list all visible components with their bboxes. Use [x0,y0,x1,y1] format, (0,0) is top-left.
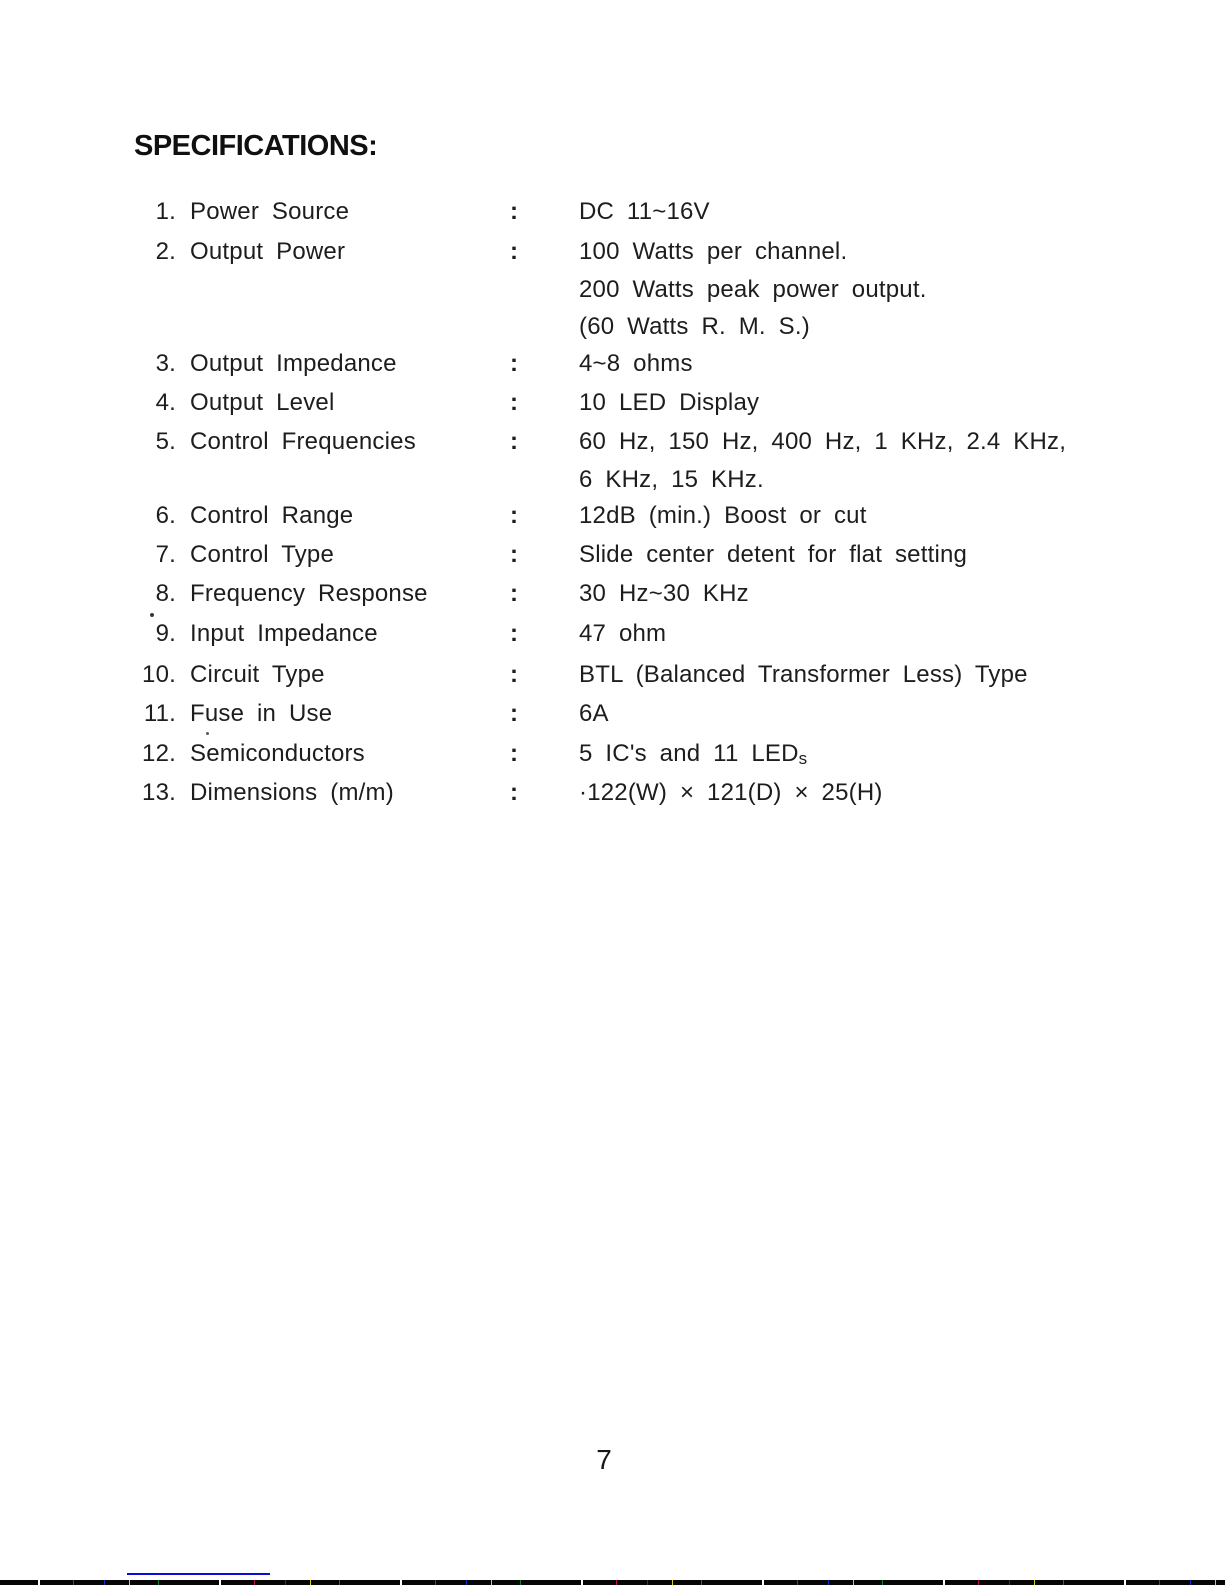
spec-colon: : [510,350,518,377]
spec-label: Circuit Type [190,661,325,688]
spec-value: 6A [579,700,609,727]
spec-colon: : [510,661,518,688]
spec-number: 5. [155,428,176,455]
spec-row-output-impedance [0,351,1225,377]
spec-label: Output Level [190,389,335,416]
spec-colon: : [510,620,518,647]
page-number: 7 [596,1444,612,1475]
spec-row-frequency-response [0,581,1225,607]
spec-row-dimensions [0,780,1225,806]
spec-colon: : [510,580,518,607]
spec-colon: : [510,740,518,767]
spec-row-fuse-in-use [0,701,1225,727]
ink-speck [150,613,154,617]
spec-number: 10. [142,661,176,688]
spec-value: (60 Watts R. M. S.) [579,313,810,340]
spec-number: 12. [142,740,176,767]
spec-colon: : [510,389,518,416]
spec-value [579,741,807,769]
spec-number: 1. [155,198,176,225]
spec-label: Power Source [190,198,350,225]
spec-row-control-type [0,542,1225,568]
spec-number: 6. [155,502,176,529]
spec-value-main: 5 IC's and 11 LED [579,740,799,767]
spec-colon: : [510,779,518,806]
spec-number: 11. [143,700,176,727]
spec-row-circuit-type [0,662,1225,688]
spec-number: 9. [155,620,176,647]
spec-label: Frequency Response [190,580,428,607]
spec-value-subscript: s [798,749,808,768]
spec-value: 60 Hz, 150 Hz, 400 Hz, 1 KHz, 2.4 KHz, [579,428,1067,455]
spec-label: Output Impedance [190,350,397,377]
spec-value: BTL (Balanced Transformer Less) Type [579,661,1028,688]
spec-row-continuation [0,467,1225,493]
page-title: SPECIFICATIONS: [134,130,378,162]
blue-underline-mark [127,1573,270,1575]
spec-colon: : [510,428,518,455]
spec-label: Input Impedance [190,620,378,647]
spec-value: Slide center detent for flat setting [579,541,968,568]
spec-value: 100 Watts per channel. [579,238,848,265]
spec-row-semiconductors [0,741,1225,767]
spec-row-control-frequencies [0,429,1225,455]
spec-value: 12dB (min.) Boost or cut [579,502,867,529]
spec-number: 4. [155,389,176,416]
spec-row-input-impedance [0,621,1225,647]
spec-row-continuation [0,314,1225,340]
spec-label: Semiconductors [190,740,365,767]
spec-value: 6 KHz, 15 KHz. [579,466,764,493]
spec-label: Control Frequencies [190,428,416,455]
spec-value: ·122(W) × 121(D) × 25(H) [579,779,883,806]
spec-number: 2. [155,238,176,265]
spec-row-control-range [0,503,1225,529]
scan-edge-band [0,1580,1225,1585]
spec-row-output-power [0,239,1225,265]
spec-colon: : [510,198,518,225]
spec-label: Fuse in Use [190,700,333,727]
spec-row-continuation [0,277,1225,303]
spec-value: 4~8 ohms [579,350,693,377]
spec-label: Control Range [190,502,354,529]
spec-colon: : [510,700,518,727]
spec-value: 47 ohm [579,620,667,647]
spec-value: 30 Hz~30 KHz [579,580,749,607]
spec-label: Control Type [190,541,335,568]
spec-row-output-level [0,390,1225,416]
spec-colon: : [510,541,518,568]
spec-number: 7. [155,541,176,568]
ink-speck [206,732,209,735]
spec-row-power-source [0,199,1225,225]
spec-colon: : [510,502,518,529]
spec-label: Output Power [190,238,346,265]
spec-number: 13. [142,779,176,806]
spec-number: 3. [155,350,176,377]
spec-label: Dimensions (m/m) [190,779,394,806]
spec-value: DC 11~16V [579,198,710,225]
spec-colon: : [510,238,518,265]
spec-number: 8. [155,580,176,607]
spec-value: 200 Watts peak power output. [579,276,927,303]
spec-value: 10 LED Display [579,389,760,416]
